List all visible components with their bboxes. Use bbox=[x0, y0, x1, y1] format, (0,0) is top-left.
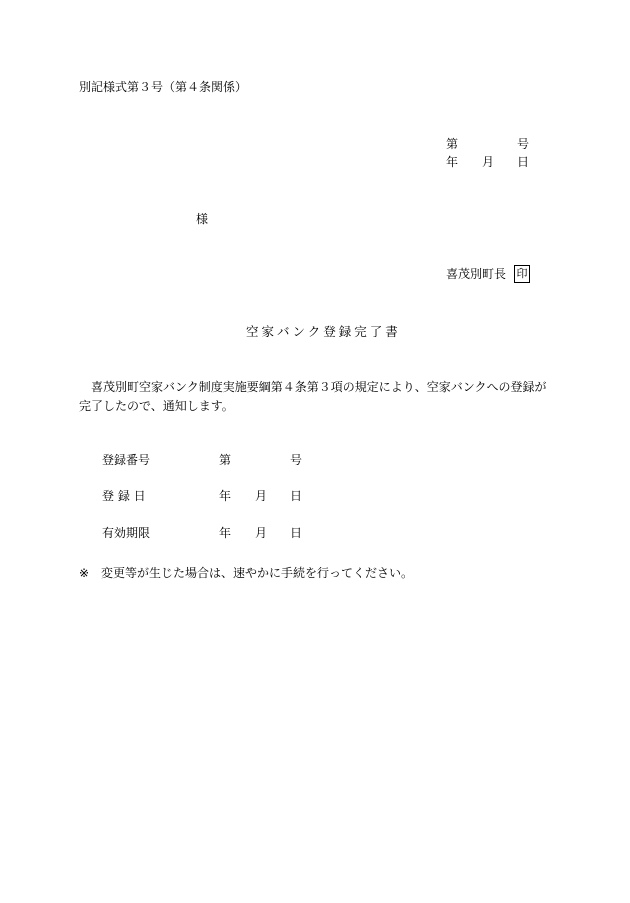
number-prefix: 第 bbox=[446, 137, 459, 151]
row-registration-date-year: 年 bbox=[219, 489, 232, 503]
date-year-label: 年 bbox=[446, 155, 459, 169]
row-label-registration-date: 登 録 日 bbox=[102, 489, 146, 503]
row-label-expiry-date: 有効期限 bbox=[102, 526, 151, 540]
body-paragraph: 喜茂別町空家バンク制度実施要綱第４条第３項の規定により、空家バンクへの登録が完了したので、通知します。 bbox=[79, 380, 547, 413]
date-day-label: 日 bbox=[517, 155, 530, 169]
row-expiry-date-month: 月 bbox=[255, 526, 268, 540]
row-expiry-date-year: 年 bbox=[219, 526, 232, 540]
document-title: 空家バンク登録完了書 bbox=[246, 324, 401, 339]
row-expiry-date-day: 日 bbox=[290, 526, 303, 540]
row-label-registration-number: 登録番号 bbox=[102, 453, 151, 467]
row-registration-date-month: 月 bbox=[255, 489, 268, 503]
row-registration-date-day: 日 bbox=[290, 489, 303, 503]
seal-stamp: 印 bbox=[514, 265, 530, 283]
number-suffix: 号 bbox=[517, 137, 530, 151]
date-month-label: 月 bbox=[482, 155, 495, 169]
row-registration-number-suffix: 号 bbox=[290, 453, 303, 467]
addressee-suffix: 様 bbox=[196, 212, 209, 226]
note-text: 変更等が生じた場合は、速やかに手続を行ってください。 bbox=[101, 566, 414, 580]
row-registration-number-prefix: 第 bbox=[219, 453, 232, 467]
form-number: 別記様式第３号（第４条関係） bbox=[79, 80, 248, 94]
note-mark: ※ bbox=[79, 566, 90, 580]
issuer-name: 喜茂別町長 bbox=[446, 267, 507, 281]
